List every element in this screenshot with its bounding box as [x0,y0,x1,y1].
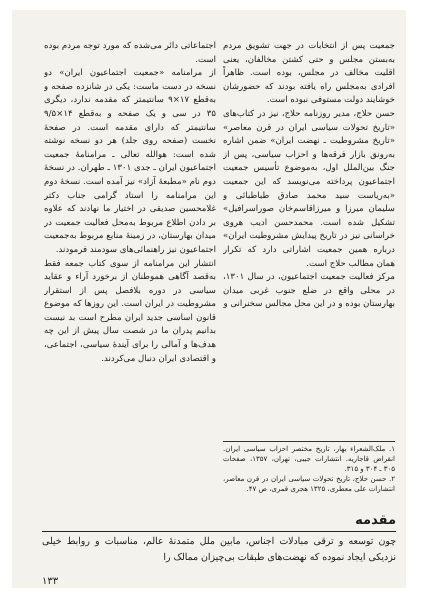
paragraph: حسن حلاج، مدیر روزنامه حلاج، نیز در کتاب‌های «تاریخ تحولات سیاسی ایران در قرن معاصر» «تاریخ مشروطیت ـ نهضت ایران» ضمن اشاره به‌رونق بازار فرقه‌ها و احزاب سیاسی، پس از جنگ بین‌الملل اول، به‌موضوع تأسیس جمعیت اجتماعیون پرداخته می‌نویسد که این جمعیت «به‌ریاست سید محمد صادق طباطبائی و سلیمان میرزا و میرزاقاسم‌خان صوراسرافیل» تشکیل شده است. محمدحسن ادیب هروی خراسانی نیز در تاریخ پیدایش مشروطیت ایران» درباره همین جمعیت اشاراتی دارد که تکرار همان مطالب حلاج است. [223,108,395,269]
footnote: ۲. حسن حلاج، تاریخ تحولات سیاسی ایران در قرن معاصر، انتشارات علی معطری، ۱۳۲۵ هجری قمری، ص ۴۷. [223,475,395,494]
footnote: ۱. ملک‌الشعراء بهار، تاریخ مختصر احزاب سیاسی ایران. انقراض قاجاریه. انتشارات جیبی، تهران، ۱۳۵۷، صفحات ۳۰۵ ـ ۳۰۴ و ۳۱۵. [223,445,395,473]
page-number: ۱۳۳ [42,576,59,587]
paragraph: از مرامنامه «جمعیت اجتماعیون ایران» دو نسخه در دست ماست: یکی در شانزده صفحه و به‌قطع ۱۷×۹ سانتیمتر که مقدمه ندارد، دیگری ۳۵ در سی و یک صفحه و به‌قطع ۱۴×۹/۵ سانتیمتر که دارای مقدمه است. در صفحهٔ نخست (صفحه روی جلد) هر دو نسخه نوشته شده است: هوالله تعالی ـ مرامنامهٔ جمعیت اجتماعیون ایران ـ جدی ۱۳۰۱ ـ طهران. در نسخهٔ دوم نام «مطبعهٔ آزاد» نیز آمده است. نسخهٔ دوم این مرامنامه را استاد گرامی جناب دکتر غلامحسین صدیقی در اختیار ما نهادند که علاوه بر دادن اطلاع مربوط به‌محل فعالیت جمعیت در میدان بهارستان، در زمینهٔ منابع مربوط به‌جمعیت اجتماعیون نیز راهنمائی‌های سودمند فرمودند. [44,68,216,255]
paragraph: انتشار این مرامنامه از سوی کتاب جمعه فقط به‌قصد آگاهی هموطنان از برخورد آراء و عقاید سیاسی در دوره بلافصل پس از استقرار مشروطیت در ایران است. این روزها که موضوع قانون اساسی جدید ایران مطرح است بد نیست بدانیم پدران ما در شصت سال پیش از این چه هدف‌ها و آمالی را برای آیندهٔ سیاسی، اجتماعی، و اقتصادی ایران دنبال می‌کردند. [44,258,216,364]
left-text-column [44,40,216,490]
intro-paragraph: چون توسعه و ترقی مبادلات اجناس، مابین ملل متمدنهٔ عالم، مناسبات و روابط خیلی نزدیکی ایجاد نموده که نهضت‌های طبقات بی‌چیزان ممالک را [42,536,396,563]
heading-divider [42,531,396,532]
right-text-column [223,40,395,455]
section-heading: مقدمه [355,513,396,528]
paragraph: اجتماعاتی دائر می‌شده که مورد توجه مردم بوده است. [44,41,216,65]
book-page [12,10,406,588]
footnotes [223,441,395,496]
paragraph: مرکز فعالیت جمعیت اجتماعیون، در سال ۱۳۰۱، در محلی واقع در ضلع جنوب غربی میدان بهارستان بوده و در این محل مجالس سخنرانی و [223,272,395,310]
paragraph: جمعیت پس از انتخابات در جهت تشویق مردم به‌بستن مجلس و حتی کشتن مخالفان، یعنی اقلیت مخالف در مجلس، بوده است. ظاهراً افرادی به‌مجلس راه یافته بودند که حضورشان خوشایند دولت مستوفی نبوده است. [223,41,395,106]
